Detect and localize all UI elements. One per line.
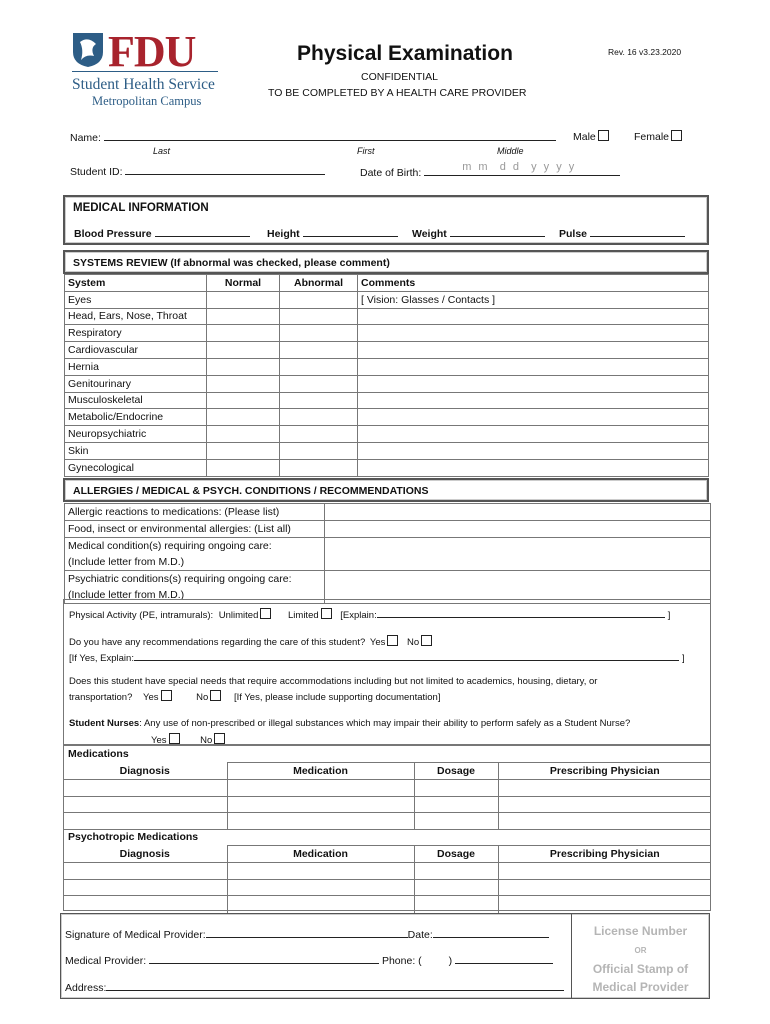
middle-label: Middle <box>497 146 524 156</box>
normal-cell[interactable] <box>207 358 280 375</box>
table-row <box>63 879 711 896</box>
normal-cell[interactable] <box>207 308 280 325</box>
comment-cell[interactable] <box>358 308 709 325</box>
dob-label: Date of Birth: <box>360 167 422 179</box>
height-field[interactable] <box>303 227 398 237</box>
normal-cell[interactable] <box>207 426 280 443</box>
confidential-label: CONFIDENTIAL <box>361 71 439 83</box>
limited-checkbox[interactable] <box>321 608 332 619</box>
comment-cell[interactable] <box>358 325 709 342</box>
or-label: OR <box>634 946 647 955</box>
table-row <box>63 862 711 879</box>
recommend-no-checkbox[interactable] <box>421 635 432 646</box>
name-field[interactable] <box>104 130 556 141</box>
table-row: Genitourinary <box>65 375 709 392</box>
abnormal-cell[interactable] <box>280 426 358 443</box>
abnormal-cell[interactable] <box>280 308 358 325</box>
dob-field[interactable] <box>424 161 620 176</box>
subtitle: TO BE COMPLETED BY A HEALTH CARE PROVIDER <box>268 87 527 99</box>
psych-medications-title: Psychotropic Medications <box>68 831 199 843</box>
table-row: Respiratory <box>65 325 709 342</box>
abnormal-cell[interactable] <box>280 409 358 426</box>
systems-table <box>64 274 709 477</box>
comment-cell[interactable] <box>358 375 709 392</box>
provider-field[interactable] <box>149 954 379 964</box>
table-row: Neuropsychiatric <box>65 426 709 443</box>
logo-line1: Student Health Service <box>72 76 215 93</box>
weight-label: Weight <box>412 228 447 240</box>
col-normal: Normal <box>207 275 280 292</box>
logo-text: FDU <box>108 27 196 76</box>
medical-info-title: MEDICAL INFORMATION <box>73 202 209 214</box>
male-checkbox[interactable] <box>598 130 609 141</box>
allergies-table <box>64 503 711 604</box>
table-row: Hernia <box>65 358 709 375</box>
systems-title-bar <box>63 250 709 274</box>
revision-label: Rev. 16 v3.23.2020 <box>608 47 682 57</box>
normal-cell[interactable] <box>207 459 280 476</box>
nurses-no-checkbox[interactable] <box>214 733 225 744</box>
needs-no-checkbox[interactable] <box>210 690 221 701</box>
normal-cell[interactable] <box>207 342 280 359</box>
phone-field[interactable] <box>455 954 553 964</box>
female-label: Female <box>634 131 670 143</box>
table-row: Food, insect or environmental allergies: (List all) <box>65 520 711 537</box>
pulse-label: Pulse <box>559 228 588 240</box>
student-id-label: Student ID: <box>70 166 123 178</box>
medical-condition-field[interactable] <box>325 537 711 570</box>
col-comments: Comments <box>358 275 709 292</box>
height-label: Height <box>267 228 300 240</box>
date-field[interactable] <box>433 928 549 938</box>
normal-cell[interactable] <box>207 325 280 342</box>
comment-cell[interactable] <box>358 392 709 409</box>
recommend-yes-checkbox[interactable] <box>387 635 398 646</box>
comment-cell[interactable]: [ Vision: Glasses / Contacts ] <box>358 291 709 308</box>
activity-explain-field[interactable] <box>377 609 665 618</box>
table-row <box>63 813 711 830</box>
table-row: Eyes [ Vision: Glasses / Contacts ] <box>65 291 709 308</box>
stamp-label-1: Official Stamp of <box>592 962 689 976</box>
comment-cell[interactable] <box>358 358 709 375</box>
table-row: Head, Ears, Nose, Throat <box>65 308 709 325</box>
activity-label: Physical Activity (PE, intramurals): <box>69 610 214 621</box>
address-field[interactable] <box>106 981 564 991</box>
if-yes-label: [If Yes, Explain: <box>69 653 134 664</box>
first-label: First <box>357 146 375 156</box>
col-system: System <box>65 275 207 292</box>
shield-icon <box>72 32 104 68</box>
license-label: License Number <box>593 924 688 938</box>
normal-cell[interactable] <box>207 291 280 308</box>
abnormal-cell[interactable] <box>280 342 358 359</box>
explain-label: [Explain: <box>340 610 377 621</box>
weight-field[interactable] <box>450 227 545 237</box>
medical-info-section <box>63 195 709 245</box>
table-row: Medical condition(s) requiring ongoing care: (Include letter from M.D.) <box>65 537 711 570</box>
unlimited-label: Unlimited <box>218 610 259 621</box>
phone-label: Phone: ( <box>381 955 422 967</box>
abnormal-cell[interactable] <box>280 442 358 459</box>
stamp-label-2: Medical Provider <box>592 980 689 994</box>
table-row: Allergic reactions to medications: (Please list) <box>65 504 711 521</box>
normal-cell[interactable] <box>207 375 280 392</box>
female-checkbox[interactable] <box>671 130 682 141</box>
abnormal-cell[interactable] <box>280 358 358 375</box>
comment-cell[interactable] <box>358 442 709 459</box>
table-row <box>63 779 711 796</box>
table-row: Gynecological <box>65 459 709 476</box>
needs-question: Does this student have special needs that require accommodations including but not limited to academics, housing, dietary, or <box>69 676 598 687</box>
table-row: Musculoskeletal <box>65 392 709 409</box>
table-row <box>63 896 711 913</box>
male-label: Male <box>573 131 596 143</box>
table-row: Skin <box>65 442 709 459</box>
systems-title: SYSTEMS REVIEW (If abnormal was checked, please comment) <box>73 257 390 269</box>
abnormal-cell[interactable] <box>280 325 358 342</box>
psych-medications-table: Diagnosis Medication Dosage Prescribing Physician <box>63 845 711 913</box>
needs-yes-checkbox[interactable] <box>161 690 172 701</box>
recommend-question: Do you have any recommendations regarding the care of this student? <box>69 637 366 648</box>
signature-field[interactable] <box>206 928 408 938</box>
unlimited-checkbox[interactable] <box>260 608 271 619</box>
abnormal-cell[interactable] <box>280 459 358 476</box>
recommend-explain-field[interactable] <box>134 652 679 661</box>
abnormal-cell[interactable] <box>280 375 358 392</box>
signature-label: Signature of Medical Provider: <box>65 929 206 941</box>
table-row: Metabolic/Endocrine <box>65 409 709 426</box>
medications-table: Diagnosis Medication Dosage Prescribing Physician <box>63 762 711 830</box>
dob-placeholder: m m d d y y y y <box>462 161 577 173</box>
bp-label: Blood Pressure <box>74 228 152 240</box>
page-title: Physical Examination <box>297 42 513 65</box>
nurses-label: Student Nurses <box>69 718 140 729</box>
comment-cell[interactable] <box>358 426 709 443</box>
allergy-env-field[interactable] <box>325 520 711 537</box>
fdu-logo <box>72 28 222 108</box>
limited-label: Limited <box>288 610 319 621</box>
logo-line2: Metropolitan Campus <box>92 94 202 108</box>
nurses-yes-checkbox[interactable] <box>169 733 180 744</box>
student-id-field[interactable] <box>125 164 325 175</box>
provider-label: Medical Provider: <box>65 955 147 967</box>
last-label: Last <box>153 146 171 156</box>
normal-cell[interactable] <box>207 392 280 409</box>
bp-field[interactable] <box>155 227 250 237</box>
allergies-title: ALLERGIES / MEDICAL & PSYCH. CONDITIONS / RECOMMENDATIONS <box>73 485 429 497</box>
date-label: Date: <box>407 929 433 941</box>
abnormal-cell[interactable] <box>280 392 358 409</box>
allergy-med-field[interactable] <box>325 504 711 521</box>
medications-title: Medications <box>68 748 129 760</box>
normal-cell[interactable] <box>207 442 280 459</box>
comment-cell[interactable] <box>358 342 709 359</box>
allergies-title-bar <box>63 478 709 502</box>
table-row: Cardiovascular <box>65 342 709 359</box>
name-label: Name: <box>70 132 101 144</box>
col-abnormal: Abnormal <box>280 275 358 292</box>
table-row: Psychiatric conditions(s) requiring ongoing care: (Include letter from M.D.) <box>65 570 711 603</box>
table-row <box>63 796 711 813</box>
normal-cell[interactable] <box>207 409 280 426</box>
comment-cell[interactable] <box>358 409 709 426</box>
pulse-field[interactable] <box>590 227 685 237</box>
comment-cell[interactable] <box>358 459 709 476</box>
abnormal-cell[interactable] <box>280 291 358 308</box>
address-label: Address: <box>65 982 107 994</box>
